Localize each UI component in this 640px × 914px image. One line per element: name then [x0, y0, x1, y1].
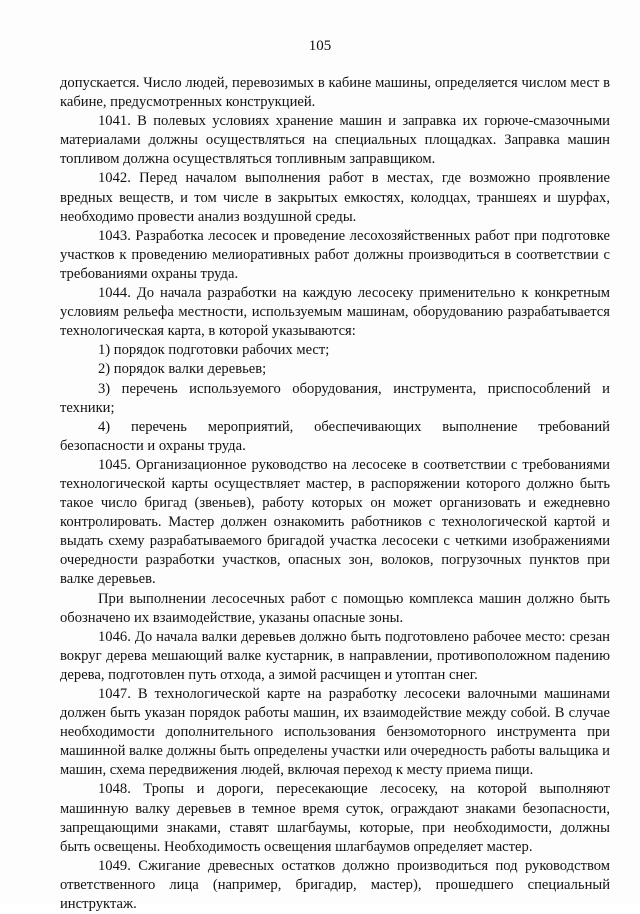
paragraph: 1044. До начала разработки на каждую лесосеку применительно к конкретным условиям рельефа местности, используемым машинам, оборудованию разрабатывается технологическая карта, в которой указываются: — [60, 285, 610, 340]
paragraph: допускается. Число людей, перевозимых в кабине машины, определяется числом мест в кабине, предусмотренных конструкцией. — [60, 75, 610, 111]
paragraph: 1047. В технологической карте на разработку лесосеки валочными машинами должен быть указан порядок работы машин, их взаимодействие между собой. В случае необходимости дополнительного использования бензомоторного инструмента при машинной валке должны быть определены участки или очередность работы вальщика и машин, схема передвижения людей, включая переход к месту приема пищи. — [60, 686, 610, 779]
paragraph: 1042. Перед началом выполнения работ в местах, где возможно проявление вредных веществ, и том числе в закрытых емкостях, колодцах, траншеях и шурфах, необходимо провести анализ воздушной среды. — [60, 170, 610, 225]
document-body — [60, 74, 610, 914]
paragraph: 1048. Тропы и дороги, пересекающие лесосеку, на которой выполняют машинную валку деревьев в темное время суток, ограждают знаками безопасности, запрещающими знаками, ставят шлагбаумы, которые, при необходимости, должны быть освещены. Необходимость освещения шлагбаумов определяет мастер. — [60, 781, 610, 855]
list-item: 3) перечень используемого оборудования, инструмента, приспособлений и техники; — [60, 380, 610, 416]
paragraph: 1041. В полевых условиях хранение машин и заправка их горюче-смазочными материалами должны осуществляться на специальных площадках. Заправка машин топливом должна осуществляться топливным заправщиком. — [60, 113, 610, 168]
paragraph: 1049. Сжигание древесных остатков должно производиться под руководством ответственного лица (например, бригадир, мастер), прошедшего специальный инструктаж. — [60, 857, 610, 913]
paragraph: 1043. Разработка лесосек и проведение лесохозяйственных работ при подготовке участков к проведению мелиоративных работ должны производиться в соответствии с требованиями охраны труда. — [60, 227, 610, 282]
paragraph: При выполнении лесосечных работ с помощью комплекса машин должно быть обозначено их взаимодействие, указаны опасные зоны. — [60, 590, 610, 626]
list-item: 2) порядок валки деревьев; — [98, 361, 267, 378]
page-number: 105 — [308, 38, 332, 54]
paragraph: 1046. До начала валки деревьев должно быть подготовлено рабочее место: срезан вокруг дерева мешающий валке кустарник, в направлении, противоположном падению дерева, подготовлен путь отхода, а зимой расчищен и утоптан снег. — [60, 628, 610, 683]
list-item: 1) порядок подготовки рабочих мест; — [98, 342, 330, 359]
paragraph: 1045. Организационное руководство на лесосеке в соответствии с требованиями технологической карты осуществляет мастер, в распоряжении которого должно быть такое число бригад (звеньев), работу которых он может организовать и ежедневно контролировать. Мастер должен ознакомить работников с технологической картой и выдать схему разрабатываемого бригадой участка лесосеки с четкими изображениями очередности разработки участков, опасных зон, волоков, погрузочных пунктов при валке деревьев. — [60, 456, 610, 588]
list-item: 4) перечень мероприятий, обеспечивающих выполнение требований безопасности и охраны труда. — [60, 418, 610, 454]
